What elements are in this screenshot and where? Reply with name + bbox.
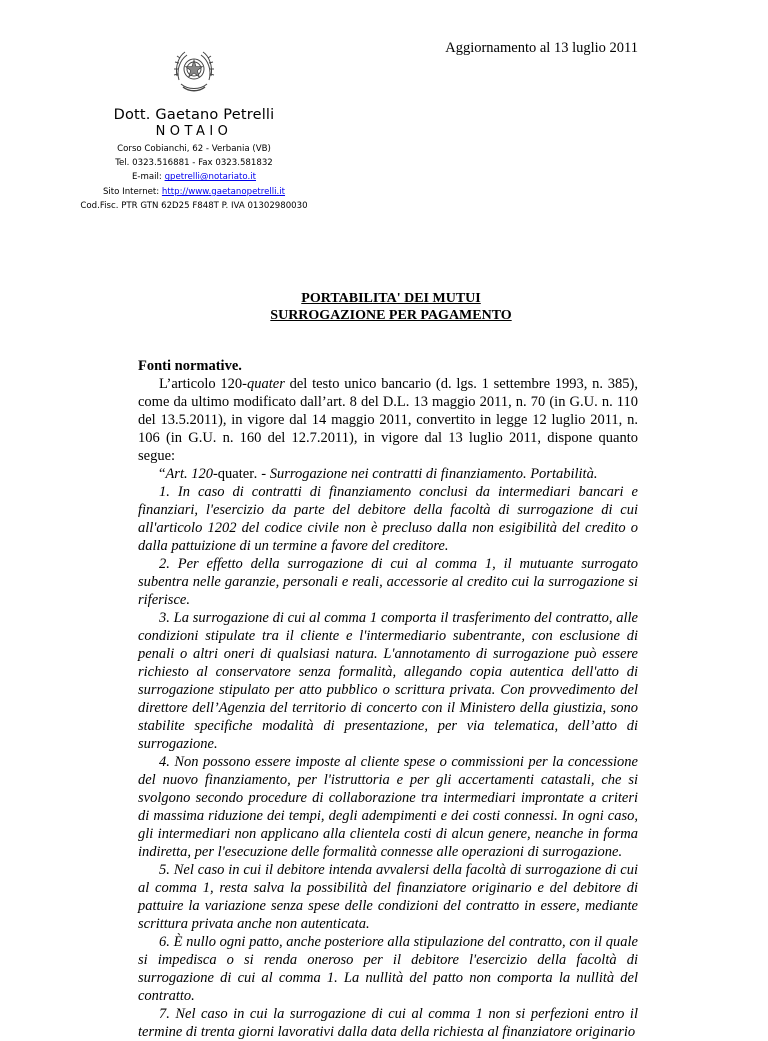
document-title <box>0 291 768 324</box>
article-comma: 1. In caso di contratti di finanziamento conclusi da intermediari bancari e finanziari, l'esercizio da parte del debitore della facoltà di surrogazione di cui all'articolo 1202 del codice civile non è precluso dalla non esigibilità del credito o dalla pattuizione di un termine a favore del creditore. <box>138 484 638 554</box>
email-line <box>72 170 316 184</box>
section-heading: Fonti normative. <box>138 358 242 374</box>
phone-fax: Tel. 0323.516881 - Fax 0323.581832 <box>115 158 273 169</box>
title-line-2: SURROGAZIONE PER PAGAMENTO <box>270 307 512 323</box>
article-comma: 4. Non possono essere imposte al cliente spese o commissioni per la concessione del nuovo finanziamento, per l'istruttoria e per gli accertamenti catastali, che si svolgono secondo procedure di collaborazione tra intermediari improntate a criteri di massima riduzione dei tempi, degli adempimenti e dei costi connessi. In ogni caso, gli intermediari non applicano alla clientela costi di alcun genere, neanche in forma indiretta, per l'esecuzione delle formalità connesse alle operazioni di surrogazione. <box>138 754 638 860</box>
office-address: Corso Cobianchi, 62 - Verbania (VB) <box>117 144 271 154</box>
article-title-1: Art. 120- <box>165 466 218 482</box>
document-body <box>138 357 638 1041</box>
tax-code: Cod.Fisc. PTR GTN 62D25 F848T P. IVA 01302980030 <box>80 200 308 211</box>
intro-paragraph <box>138 375 638 465</box>
notary-role: NOTAIO <box>155 124 233 139</box>
article-comma: 3. La surrogazione di cui al comma 1 comporta il trasferimento del contratto, alle condizioni stipulate tra il cliente e l'intermediario subentrante, con esclusione di penali o altri oneri di qualsiasi natura. L'annotamento di surrogazione può essere richiesto al conservatore senza formalità, allegando copia autentica dell'atto di surrogazione stipulato per atto pubblico o scrittura privata. Con provvedimento del direttore dell’Agenzia del territorio di concerto con il Ministero della giustizia, sono stabilite specifiche modalità di presentazione, per via telematica, dell’atto di surrogazione. <box>138 610 638 752</box>
article-comma: 6. È nullo ogni patto, anche posteriore alla stipulazione del contratto, con il quale si impedisca o si renda oneroso per il debitore l'esercizio della facoltà di surrogazione di cui al comma 1. La nullità del patto non comporta la nullità del contratto. <box>138 934 638 1004</box>
email-link[interactable]: gpetrelli@notariato.it <box>164 172 257 183</box>
article-title-2: quater <box>217 466 255 482</box>
article-comma: 5. Nel caso in cui il debitore intenda avvalersi della facoltà di surrogazione di cui al comma 1, resta salva la possibilità del finanziatore originario e del debitore di pattuire la variazione senza spese delle condizioni del contratto in essere, mediante scrittura privata anche non autenticata. <box>138 862 638 932</box>
intro-text-3: del testo unico bancario (d. lgs. 1 settembre 1993, n. 385), come da ultimo modificato dall’art. 8 del D.L. 13 maggio 2011, n. 70 (in G.U. n. 110 del 13.5.2011), in vigore dal 14 maggio 2011, convertito in legge 12 luglio 2011, n. 106 (in G.U. n. 160 del 12.7.2011), in vigore dal 13 luglio 2011, dispone quanto segue: <box>138 376 638 464</box>
article-title <box>138 465 638 483</box>
article-comma: 7. Nel caso in cui la surrogazione di cui al comma 1 non si perfezioni entro il termine di trenta giorni lavorativi dalla data della richiesta al finanziatore originario <box>138 1006 638 1040</box>
website-line <box>72 185 316 199</box>
letterhead <box>72 107 316 213</box>
article-quote: “ <box>159 466 166 482</box>
title-line-1: PORTABILITA' DEI MUTUI <box>301 291 481 306</box>
website-link[interactable]: http://www.gaetanopetrelli.it <box>161 186 286 197</box>
website-label: Sito Internet: <box>102 186 162 197</box>
article-title-3: . - Surrogazione nei contratti di finanziamento. Portabilità. <box>254 466 598 482</box>
update-note: Aggiornamento al 13 luglio 2011 <box>445 40 638 56</box>
intro-text-2: quater <box>246 376 285 392</box>
notary-name: Dott. Gaetano Petrelli <box>113 107 275 123</box>
italian-republic-emblem-icon <box>171 46 217 96</box>
article-comma: 2. Per effetto della surrogazione di cui al comma 1, il mutuante surrogato subentra nelle garanzie, personali e reali, accessorie al credito cui la surrogazione si riferisce. <box>138 556 638 608</box>
intro-text-1: L’articolo 120- <box>159 376 247 392</box>
email-label: E-mail: <box>131 172 165 183</box>
